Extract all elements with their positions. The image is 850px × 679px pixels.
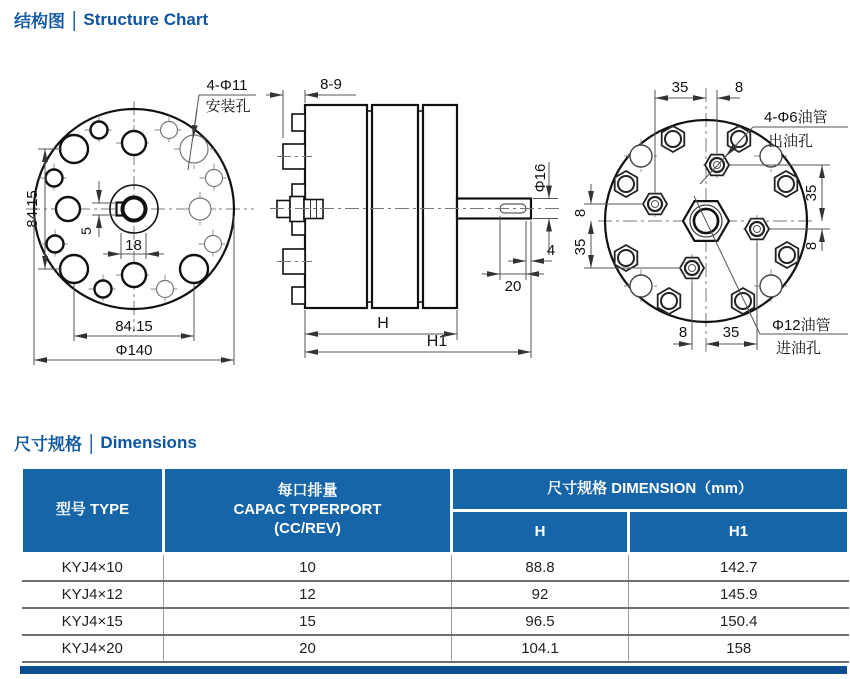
table-row: [22, 608, 849, 635]
rear-outlet-label-1: 4-Φ6油管: [764, 109, 828, 126]
col-header-type: 型号 TYPE: [22, 468, 164, 554]
col-header-capacity-zh: 每口排量: [277, 482, 338, 500]
title-separator: |: [89, 430, 94, 454]
side-dim-key-end: 4: [546, 242, 556, 259]
cell-type: KYJ4×20: [22, 635, 164, 662]
rear-dim-bottom-35: 35: [722, 324, 740, 341]
title-separator: |: [72, 7, 77, 31]
col-header-h1: H1: [629, 511, 849, 554]
rear-outlet-label-2: 出油孔: [768, 133, 814, 150]
rear-dim-right-35: 35: [803, 184, 820, 202]
cell-h1: 150.4: [629, 608, 849, 635]
rear-dim-top-8: 8: [734, 79, 744, 96]
side-view: [266, 76, 560, 358]
col-header-h: H: [452, 511, 629, 554]
rear-dim-bottom-8: 8: [678, 324, 688, 341]
front-view: [24, 77, 256, 365]
cell-h1: 158: [629, 635, 849, 662]
front-dim-84-15-h: 84.15: [115, 318, 153, 335]
col-header-capacity-en: CAPAC TYPERPORT: [233, 501, 382, 519]
table-row: [22, 635, 849, 662]
table-row: [22, 581, 849, 608]
rear-inlet-label-1: Φ12油管: [772, 317, 831, 334]
cell-capacity: 12: [164, 581, 452, 608]
col-header-capacity: [164, 468, 452, 554]
rear-dim-left-35: 35: [572, 238, 589, 256]
rear-view: [572, 79, 848, 357]
rear-dim-right-8: 8: [803, 241, 820, 251]
table-bottom-bar: [20, 666, 847, 674]
cell-h1: 145.9: [629, 581, 849, 608]
table-body: [22, 554, 849, 663]
table-row: [22, 554, 849, 582]
cell-h: 96.5: [452, 608, 629, 635]
side-dim-key-len: 20: [504, 278, 522, 295]
front-dim-bore: 18: [125, 237, 142, 254]
side-dim-body: H: [377, 315, 389, 332]
title-en: Structure Chart: [83, 9, 209, 29]
rear-dim-top-35: 35: [671, 79, 689, 96]
col-header-capacity-unit: (CC/REV): [274, 519, 341, 537]
cell-h: 88.8: [452, 554, 629, 582]
cell-capacity: 20: [164, 635, 452, 662]
side-dim-port: 8-9: [320, 76, 342, 93]
title-zh: 尺寸规格: [14, 435, 82, 454]
cell-h: 104.1: [452, 635, 629, 662]
front-dim-outer-dia: Φ140: [115, 342, 153, 359]
cell-capacity: 10: [164, 554, 452, 582]
col-header-dimension: 尺寸规格 DIMENSION（mm）: [452, 468, 849, 511]
front-mount-label-2: 安装孔: [205, 98, 251, 115]
cell-type: KYJ4×10: [22, 554, 164, 582]
rear-dim-left-8: 8: [572, 208, 589, 218]
dimensions-table: [20, 466, 850, 663]
cell-capacity: 15: [164, 608, 452, 635]
cell-type: KYJ4×15: [22, 608, 164, 635]
dimensions-title: [14, 430, 197, 455]
cell-h1: 142.7: [629, 554, 849, 582]
front-dim-keyway: 5: [78, 227, 94, 235]
cell-h: 92: [452, 581, 629, 608]
side-dim-total: H1: [426, 333, 448, 350]
title-en: Dimensions: [100, 432, 197, 452]
front-mount-label-1: 4-Φ11: [206, 77, 248, 94]
rear-inlet-label-2: 进油孔: [776, 340, 822, 357]
side-dim-shaft-dia: Φ16: [532, 163, 549, 193]
front-dim-84-15-v: 84.15: [24, 190, 41, 228]
title-zh: 结构图: [14, 12, 65, 31]
cell-type: KYJ4×12: [22, 581, 164, 608]
